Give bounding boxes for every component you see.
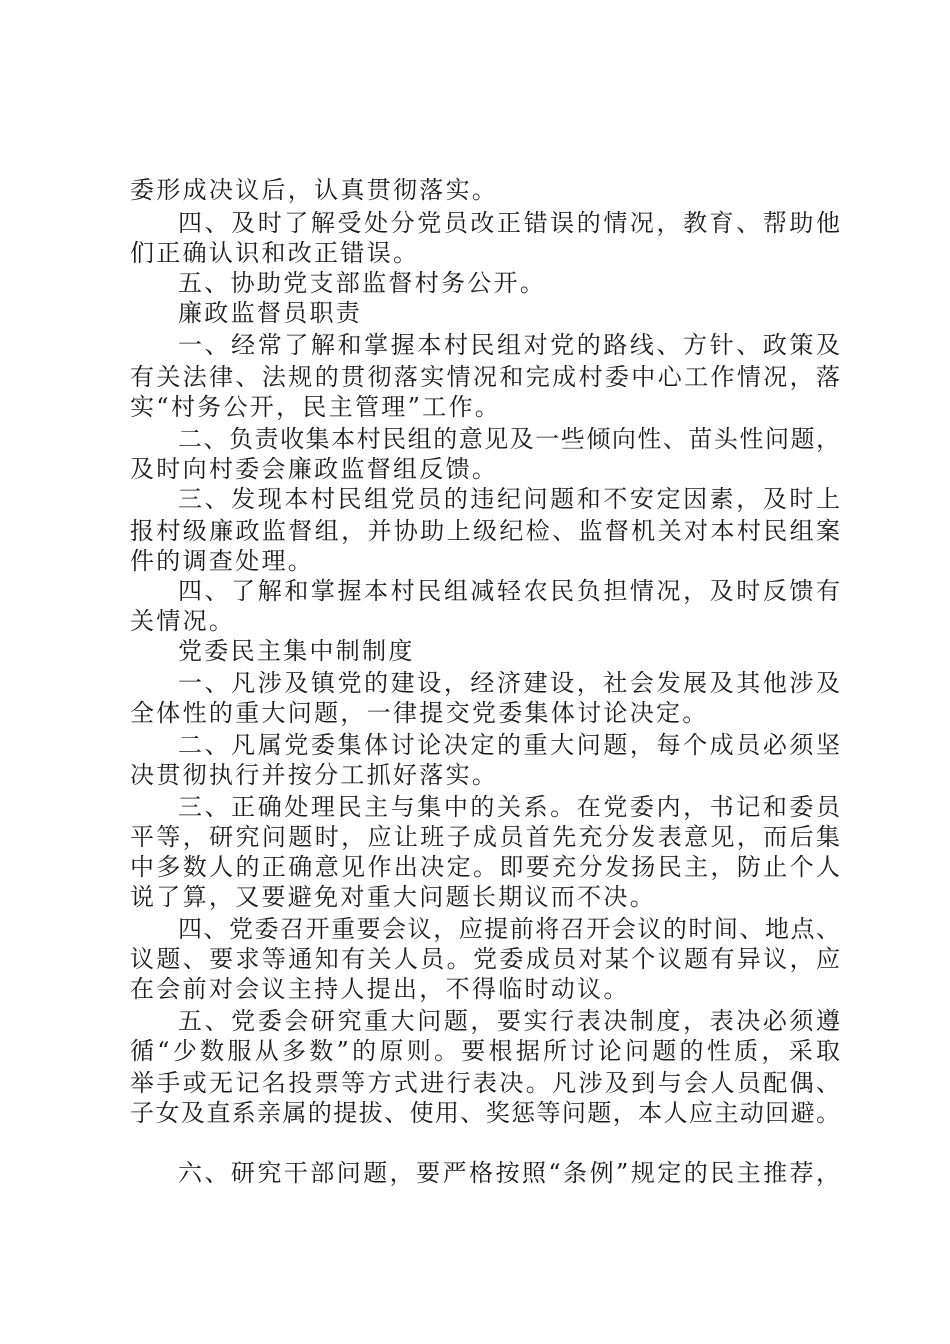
section-heading: 廉政监督员职责	[178, 299, 363, 327]
text-line: 关情况。	[130, 607, 236, 635]
section-heading: 党委民主集中制制度	[178, 637, 415, 665]
text-line: 一、经常了解和掌握本村民组对党的路线、方针、政策及	[178, 331, 840, 359]
text-line: 全体性的重大问题，一律提交党委集体讨论决定。	[130, 699, 709, 727]
text-line: 三、发现本村民组党员的违纪问题和不安定因素，及时上	[178, 485, 840, 513]
text-line: 在会前对会议主持人提出，不得临时动议。	[130, 975, 630, 1003]
text-line: 件的调查处理。	[130, 547, 315, 575]
text-line: 报村级廉政监督组，并协助上级纪检、监督机关对本村民组案	[130, 517, 840, 545]
text-line: 循“少数服从多数”的原则。要根据所讨论问题的性质，采取	[130, 1037, 840, 1065]
text-line: 五、协助党支部监督村务公开。	[178, 269, 547, 297]
text-line: 有关法律、法规的贯彻落实情况和完成村委中心工作情况，落	[130, 363, 840, 391]
text-line: 四、了解和掌握本村民组减轻农民负担情况，及时反馈有	[178, 577, 840, 605]
text-line: 二、凡属党委集体讨论决定的重大问题，每个成员必须坚	[178, 731, 840, 759]
text-line: 子女及直系亲属的提拔、使用、奖惩等问题，本人应主动回避。	[130, 1099, 840, 1127]
text-line: 议题、要求等通知有关人员。党委成员对某个议题有异议，应	[130, 945, 840, 973]
text-line: 举手或无记名投票等方式进行表决。凡涉及到与会人员配偶、	[130, 1069, 840, 1097]
text-line: 二、负责收集本村民组的意见及一些倾向性、苗头性问题，	[178, 425, 840, 453]
text-line: 及时向村委会廉政监督组反馈。	[130, 455, 499, 483]
text-line: 五、党委会研究重大问题，要实行表决制度，表决必须遵	[178, 1007, 840, 1035]
text-line: 决贯彻执行并按分工抓好落实。	[130, 761, 499, 789]
text-line: 四、及时了解受处分党员改正错误的情况，教育、帮助他	[178, 209, 840, 237]
text-line: 委形成决议后，认真贯彻落实。	[130, 176, 499, 204]
text-line: 说了算，又要避免对重大问题长期议而不决。	[130, 883, 656, 911]
text-line: 中多数人的正确意见作出决定。即要充分发扬民主，防止个人	[130, 853, 840, 881]
text-line: 实“村务公开，民主管理”工作。	[130, 393, 502, 421]
text-line: 四、党委召开重要会议，应提前将召开会议的时间、地点、	[178, 915, 840, 943]
text-line: 平等，研究问题时，应让班子成员首先充分发表意见，而后集	[130, 823, 840, 851]
text-line: 一、凡涉及镇党的建设，经济建设，社会发展及其他涉及	[178, 669, 840, 697]
text-line: 六、研究干部问题，要严格按照“条例”规定的民主推荐，	[178, 1159, 840, 1187]
text-line: 三、正确处理民主与集中的关系。在党委内，书记和委员	[178, 793, 840, 821]
text-line: 们正确认识和改正错误。	[130, 239, 420, 267]
